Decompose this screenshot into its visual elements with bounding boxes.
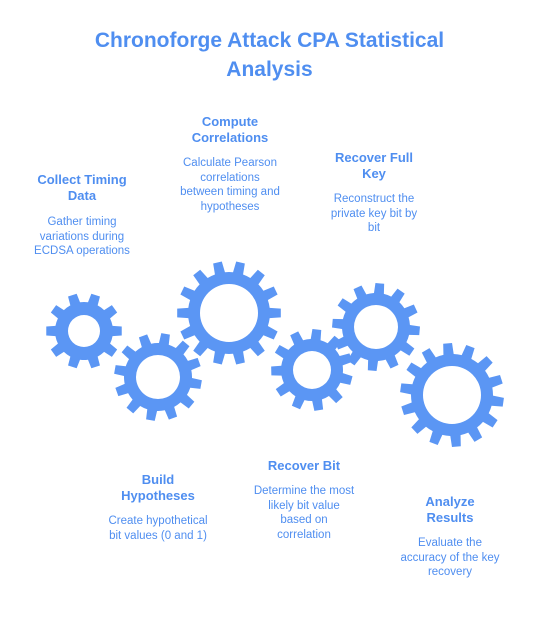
gear-icon-analyze-results bbox=[400, 343, 504, 447]
step-description: Determine the most likely bit value based on correlation bbox=[253, 485, 355, 541]
step-title: Compute Correlations bbox=[191, 114, 269, 145]
gear-icon-build-hypotheses bbox=[114, 333, 202, 421]
step-recover-full-key bbox=[310, 150, 438, 236]
step-description: Gather timing variations during ECDSA operations bbox=[34, 216, 130, 257]
step-title: Collect Timing Data bbox=[37, 172, 127, 203]
step-analyze-results bbox=[386, 494, 514, 580]
step-description: Evaluate the accuracy of the key recovery bbox=[400, 537, 500, 578]
gear-icon-compute-correlations bbox=[177, 262, 281, 365]
step-title: Build Hypotheses bbox=[121, 472, 195, 503]
step-collect-timing-data bbox=[18, 172, 146, 259]
title-line-1: Chronoforge Attack CPA Statistical bbox=[94, 29, 445, 52]
title-line-2: Analysis bbox=[226, 58, 313, 81]
gear-icon-collect-timing bbox=[46, 294, 121, 369]
step-title: Analyze Results bbox=[425, 494, 475, 525]
step-description: Calculate Pearson correlations between timing and hypotheses bbox=[180, 157, 280, 213]
step-title: Recover Full Key bbox=[334, 150, 414, 181]
step-build-hypotheses bbox=[94, 472, 222, 543]
step-description: Create hypothetical bit values (0 and 1) bbox=[108, 515, 208, 542]
step-compute-correlations bbox=[166, 114, 294, 214]
step-title: Recover Bit bbox=[267, 458, 341, 473]
step-description: Reconstruct the private key bit by bit bbox=[330, 193, 418, 234]
step-recover-bit bbox=[240, 458, 368, 542]
